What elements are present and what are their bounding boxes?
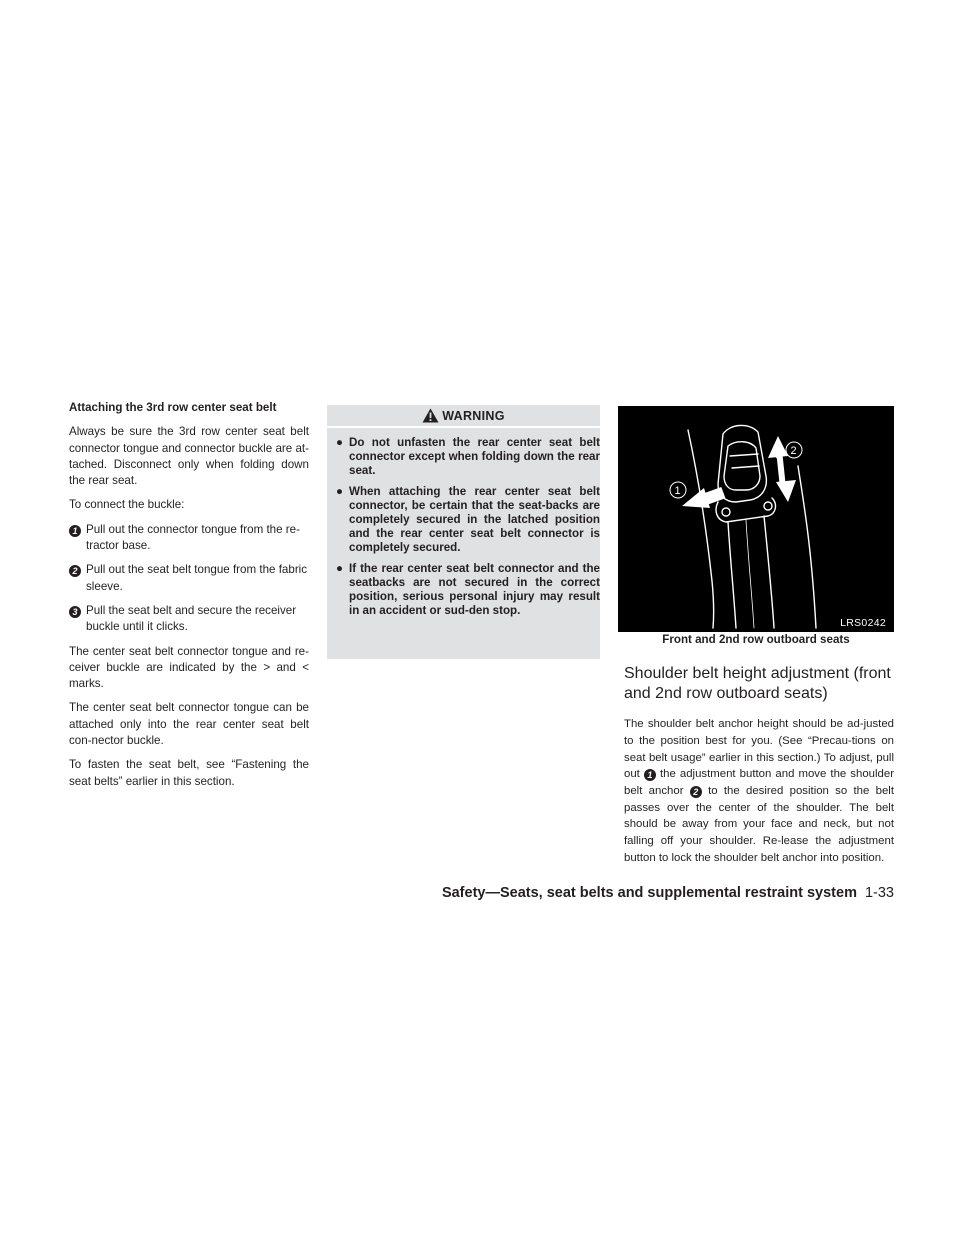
- warning-item-text: If the rear center seat belt connector and the seatbacks are not secured in the correct position, serious personal injury may result in an accident or sud-den stop.: [349, 561, 600, 618]
- figure-id: LRS0242: [840, 617, 886, 629]
- warning-triangle-icon: [422, 408, 439, 423]
- warning-item-text: When attaching the rear center seat belt connector, be certain that the seat-backs are completely secured in the latched position and the rear center seat belt connector is completely secured.: [349, 484, 600, 555]
- callout-label-2: 2: [790, 445, 797, 457]
- right-column: [624, 651, 894, 867]
- text-part: to the desired position so the belt passes over the center of the shoulder. The belt should be away from your face and neck, but not falling off your shoulder. Re-lease the adjustment button to lock the shoulder belt anchor into position.: [624, 785, 894, 864]
- ref-number-1: 1: [644, 769, 656, 781]
- warning-box: [327, 405, 600, 659]
- bullet: ●: [336, 561, 344, 575]
- section-heading: Attaching the 3rd row center seat belt: [69, 401, 277, 414]
- warning-item: [327, 485, 600, 556]
- bullet: ●: [336, 484, 344, 498]
- warning-item: [327, 562, 600, 619]
- page-footer: [442, 885, 894, 901]
- bullet: ●: [336, 436, 344, 449]
- step-1: [69, 522, 309, 555]
- section-title: Shoulder belt height adjustment (front and 2nd row outboard seats): [624, 665, 891, 703]
- page-number: 1-33: [864, 885, 894, 901]
- fasten-paragraph: To fasten the seat belt, see “Fastening the seat belts” earlier in this section.: [69, 758, 309, 788]
- step-number-3: 3: [69, 606, 81, 618]
- ref-number-2: 2: [690, 786, 702, 798]
- adjustment-paragraph: [624, 716, 894, 866]
- text-part: The shoulder belt anchor height should be ad-justed to the position best for you. (See “Precau-tions on seat belt usage” earlier in this section.) To adjust, pull out: [624, 718, 894, 781]
- warning-item-text: Do not unfasten the rear center seat belt connector except when folding down the rear seat.: [349, 436, 600, 478]
- shoulder-belt-illustration: [618, 406, 894, 632]
- text-part: the adjustment button and move the shoulder belt anchor: [624, 768, 894, 798]
- step-text: Pull the seat belt and secure the receiver buckle until it clicks.: [86, 603, 297, 634]
- warning-header: [327, 405, 600, 426]
- footer-section-title: Safety—Seats, seat belts and supplemental restraint system: [441, 885, 857, 901]
- warning-item: [327, 436, 600, 479]
- warning-title: WARNING: [442, 408, 505, 423]
- connect-label: To connect the buckle:: [69, 498, 185, 512]
- step-2: [69, 562, 309, 595]
- warning-list: [327, 428, 600, 618]
- callout-label-1: 1: [674, 485, 681, 497]
- left-column: [69, 400, 309, 798]
- step-number-2: 2: [69, 565, 81, 577]
- intro-paragraph: Always be sure the 3rd row center seat belt connector tongue and connector buckle are at-tached. Disconnect only when folding down the rear seat.: [69, 425, 309, 488]
- step-text: Pull out the connector tongue from the re-tractor base.: [86, 522, 300, 553]
- belt-anchor-drawing: [618, 406, 894, 632]
- attach-paragraph: The center seat belt connector tongue can be attached only into the rear center seat belt con-nector buckle.: [69, 701, 309, 748]
- step-number-1: 1: [69, 525, 81, 537]
- step-text: Pull out the seat belt tongue from the fabric sleeve.: [86, 563, 308, 593]
- marks-paragraph: The center seat belt connector tongue and re-ceiver buckle are indicated by the > and < marks.: [69, 644, 309, 691]
- step-3: [69, 603, 309, 636]
- figure-caption: Front and 2nd row outboard seats: [662, 633, 850, 646]
